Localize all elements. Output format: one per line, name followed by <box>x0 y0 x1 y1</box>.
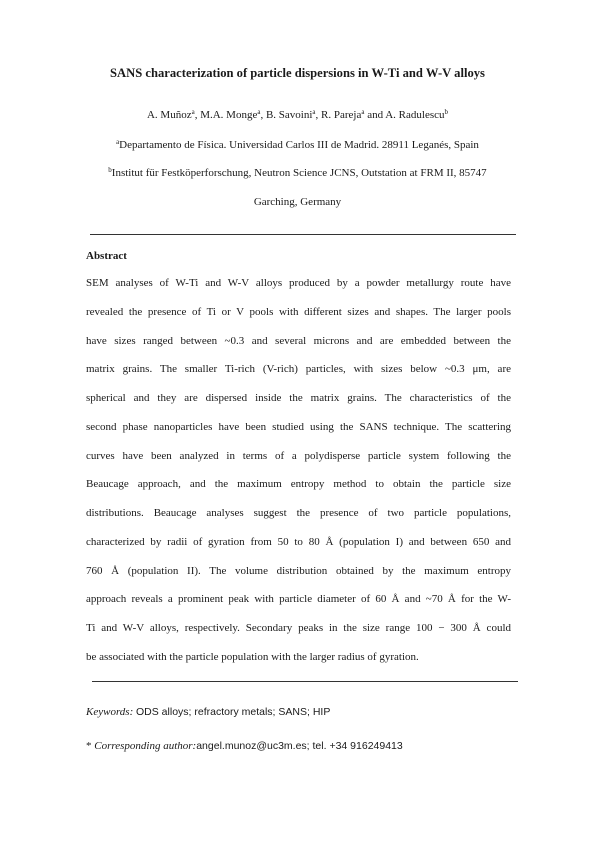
author-name: M.A. Monge <box>200 109 258 121</box>
paper-title: SANS characterization of particle dispersions in W-Ti and W-V alloys <box>110 66 485 80</box>
author-name: B. Savoini <box>265 109 313 121</box>
keywords-label: Keywords: <box>86 706 134 718</box>
abstract-line: spherical and they are dispersed inside the matrix grains. The characteristics of the <box>86 392 511 404</box>
author-name: R. Pareja <box>321 109 362 121</box>
abstract-line: revealed the presence of Ti or V pools with different sizes and shapes. The larger pools <box>86 305 511 318</box>
author-affiliation-mark: a <box>361 108 365 116</box>
affiliation-b-continuation: Garching, Germany <box>253 196 342 208</box>
abstract-line: characterized by radii of gyration from 50 to 80 Å (population I) and between 650 and <box>86 535 511 548</box>
abstract-line: Beaucage approach, and the maximum entropy method to obtain the particle size <box>86 478 511 491</box>
abstract-heading: Abstract <box>86 250 127 262</box>
corresponding-author <box>86 740 403 752</box>
author-list <box>0 109 595 121</box>
author-separator: , <box>315 109 322 121</box>
corresponding-author-contact: angel.munoz@uc3m.es; tel. +34 916249413 <box>196 740 403 752</box>
abstract-body <box>86 273 511 676</box>
affiliation-mark: a <box>116 138 120 146</box>
footnote-star: * <box>86 740 92 752</box>
affiliation-text: Departamento de Física. Universidad Carlos III de Madrid. 28911 Leganés, Spain <box>119 139 479 151</box>
affiliation-mark: b <box>108 166 112 174</box>
abstract-line: SEM analyses of W-Ti and W-V alloys produced by a powder metallurgy route have <box>86 277 511 289</box>
affiliation-b <box>0 167 595 179</box>
section-divider <box>92 681 518 682</box>
author-separator: , <box>260 109 266 121</box>
author-name: A. Muñoz <box>146 109 192 121</box>
abstract-line: second phase nanoparticles have been studied using the SANS technique. The scattering <box>86 420 511 433</box>
abstract-line: matrix grains. The smaller Ti-rich (V-rich) particles, with sizes below ~0.3 μm, are <box>86 363 511 376</box>
abstract-line: Ti and W-V alloys, respectively. Secondary peaks in the size range 100 − 300 Å could <box>86 622 511 634</box>
author-affiliation-mark: a <box>257 108 261 116</box>
abstract-line: 760 Å (population II). The volume distribution obtained by the maximum entropy <box>86 564 511 577</box>
keywords <box>86 706 330 718</box>
keywords-values: ODS alloys; refractory metals; SANS; HIP <box>136 706 331 718</box>
abstract-line: curves have been analyzed in terms of a polydisperse particle system following the <box>86 449 511 462</box>
author-separator: and <box>364 109 386 121</box>
abstract-line: be associated with the particle population with the larger radius of gyration. <box>86 650 419 663</box>
section-divider <box>90 234 516 235</box>
abstract-line: have sizes ranged between ~0.3 and several microns and are embedded between the <box>86 334 511 347</box>
author-separator: , <box>194 109 201 121</box>
abstract-line: approach reveals a prominent peak with particle diameter of 60 Å and ~70 Å for the W- <box>86 593 511 606</box>
author-affiliation-mark: a <box>312 108 316 116</box>
abstract-line: distributions. Beaucage analyses suggest the presence of two particle populations, <box>86 507 511 519</box>
author-affiliation-mark: a <box>191 108 195 116</box>
corresponding-author-label: Corresponding author: <box>94 740 197 752</box>
affiliation-a <box>0 139 595 151</box>
author-affiliation-mark: b <box>444 108 448 116</box>
affiliation-text: Institut für Festköperforschung, Neutron Science JCNS, Outstation at FRM II, 85747 <box>111 167 487 179</box>
author-name: A. Radulescu <box>385 109 445 121</box>
